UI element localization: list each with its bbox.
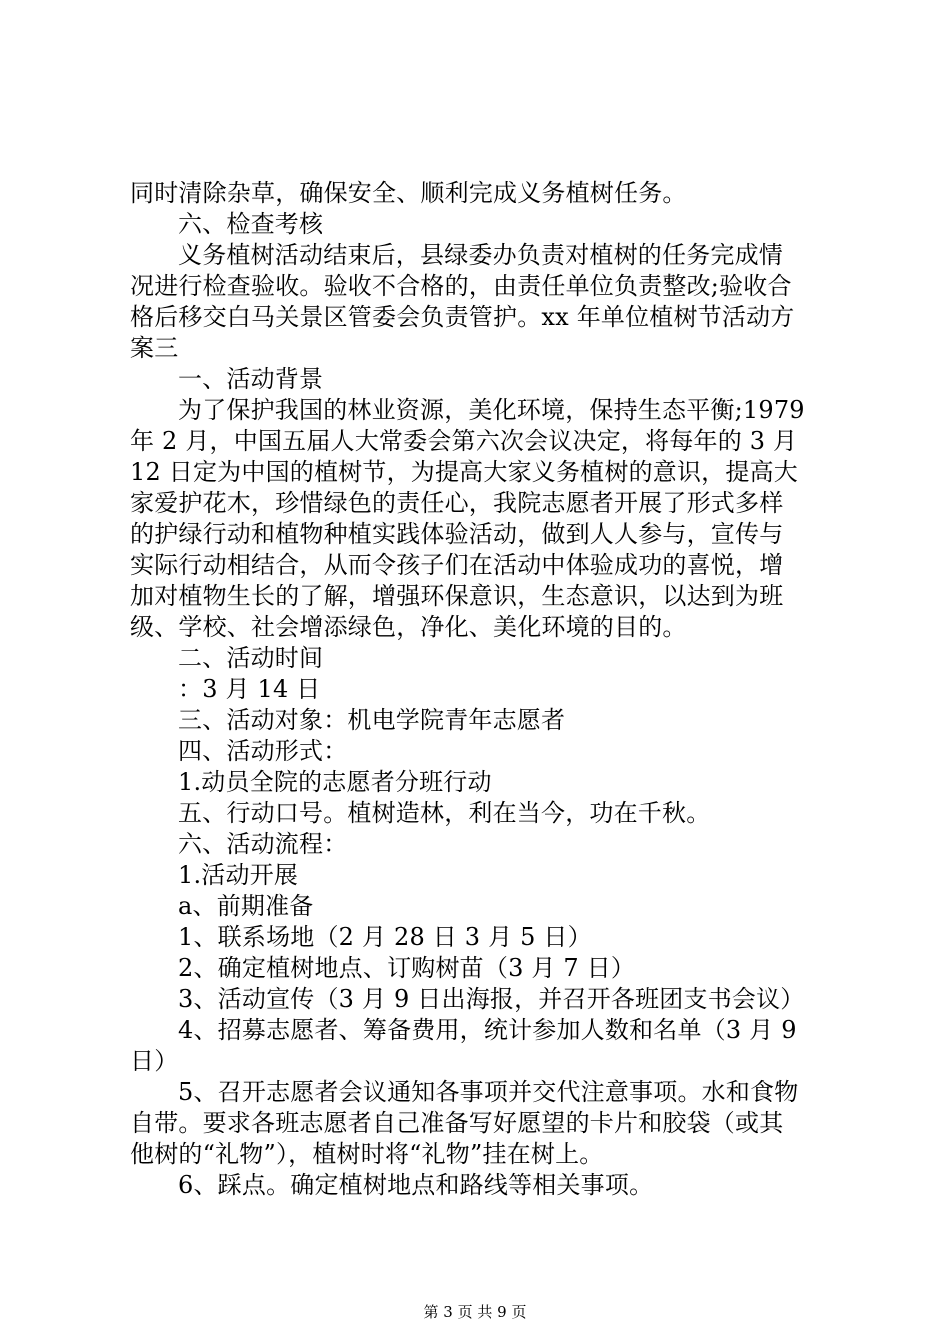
page-number-footer: 第 3 页 共 9 页: [423, 1303, 527, 1321]
section-heading: 二、活动时间: [178, 644, 324, 672]
paragraph-line: 级、学校、社会增添绿色，净化、美化环境的目的。: [130, 613, 687, 641]
section-heading: 四、活动形式：: [178, 737, 348, 765]
section-heading: 一、活动背景: [178, 365, 324, 393]
list-item: 1、联系场地（2 月 28 日 3 月 5 日）: [178, 923, 592, 951]
paragraph-line: 自带。要求各班志愿者自己准备写好愿望的卡片和胶袋（或其: [130, 1109, 784, 1137]
paragraph-line: 日）: [130, 1047, 179, 1075]
paragraph-line: 案三: [130, 334, 179, 362]
paragraph-line: 况进行检查验收。验收不合格的，由责任单位负责整改;验收合: [130, 272, 792, 300]
paragraph-line: 12 日定为中国的植树节，为提高大家义务植树的意识，提高大: [130, 458, 798, 486]
section-heading: 六、检查考核: [178, 210, 324, 238]
list-item: 5、召开志愿者会议通知各事项并交代注意事项。水和食物: [178, 1078, 799, 1106]
paragraph-line: 义务植树活动结束后，县绿委办负责对植树的任务完成情: [178, 241, 783, 269]
list-item: 2、确定植树地点、订购树苗（3 月 7 日）: [178, 954, 636, 982]
section-heading: 三、活动对象：机电学院青年志愿者: [178, 706, 566, 734]
paragraph-line: 同时清除杂草，确保安全、顺利完成义务植树任务。: [130, 179, 687, 207]
paragraph-line: ：3 月 14 日: [178, 675, 321, 703]
paragraph-line: 格后移交白马关景区管委会负责管护。xx 年单位植树节活动方: [130, 303, 795, 331]
list-item: 6、踩点。确定植树地点和路线等相关事项。: [178, 1171, 654, 1199]
section-heading: 六、活动流程：: [178, 830, 348, 858]
paragraph-line: 的护绿行动和植物种植实践体验活动，做到人人参与，宣传与: [130, 520, 784, 548]
paragraph-line: 年 2 月，中国五届人大常委会第六次会议决定，将每年的 3 月: [130, 427, 798, 455]
list-item: 3、活动宣传（3 月 9 日出海报，并召开各班团支书会议）: [178, 985, 805, 1013]
paragraph-line: 他树的“礼物”），植树时将“礼物”挂在树上。: [130, 1140, 604, 1168]
paragraph-line: 家爱护花木，珍惜绿色的责任心，我院志愿者开展了形式多样: [130, 489, 784, 517]
section-heading: 五、行动口号。植树造林，利在当今，功在千秋。: [178, 799, 711, 827]
paragraph-line: 为了保护我国的林业资源，美化环境，保持生态平衡;1979: [178, 396, 805, 424]
list-item: a、前期准备: [178, 892, 314, 920]
paragraph-line: 加对植物生长的了解，增强环保意识，生态意识，以达到为班: [130, 582, 784, 610]
list-item: 4、招募志愿者、筹备费用，统计参加人数和名单（3 月 9: [178, 1016, 797, 1044]
paragraph-line: 实际行动相结合，从而令孩子们在活动中体验成功的喜悦，增: [130, 551, 784, 579]
list-item: 1.动员全院的志愿者分班行动: [178, 768, 492, 796]
list-item: 1.活动开展: [178, 861, 299, 889]
